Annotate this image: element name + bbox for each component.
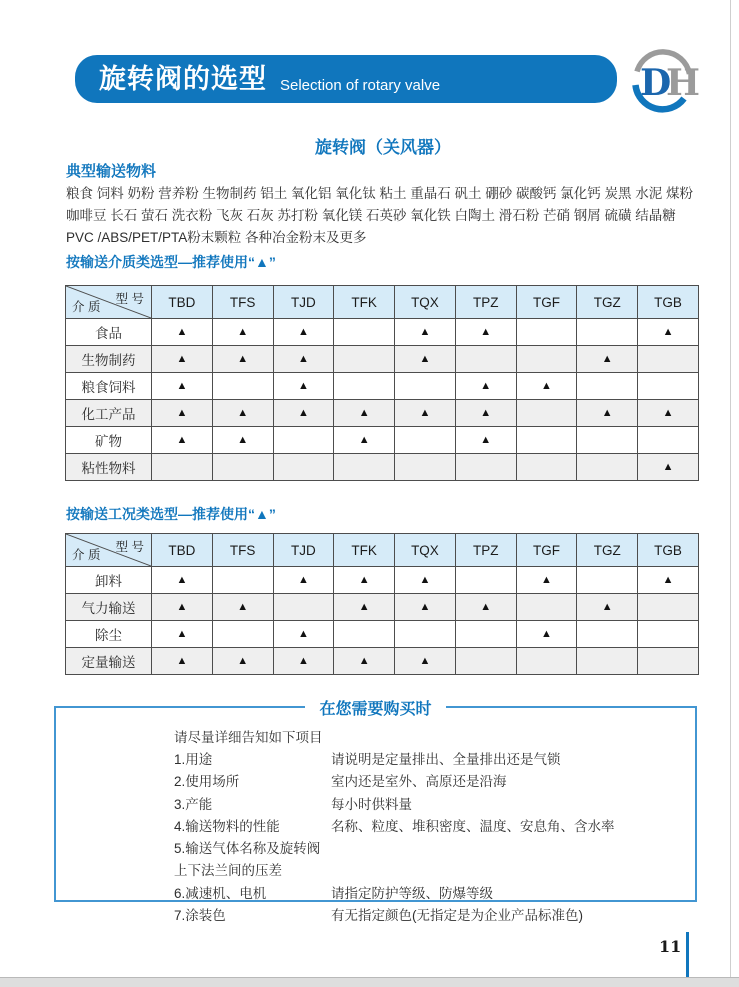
page-number-rule xyxy=(686,932,689,977)
purchase-item-desc: 名称、粒度、堆积密度、温度、安息角、含水率 xyxy=(331,818,615,834)
row-label: 卸料 xyxy=(66,567,152,594)
empty-cell xyxy=(516,594,577,621)
recommended-mark: ▲ xyxy=(273,319,334,346)
empty-cell xyxy=(395,454,456,481)
recommended-mark: ▲ xyxy=(273,346,334,373)
empty-cell xyxy=(334,454,395,481)
empty-cell xyxy=(577,454,638,481)
page-banner xyxy=(75,55,617,103)
empty-cell xyxy=(395,621,456,648)
table-row xyxy=(66,373,699,400)
recommended-mark: ▲ xyxy=(212,400,273,427)
column-header-tgf: TGF xyxy=(516,534,577,567)
empty-cell xyxy=(577,373,638,400)
empty-cell xyxy=(334,621,395,648)
recommended-mark: ▲ xyxy=(516,567,577,594)
empty-cell xyxy=(455,621,516,648)
purchase-items xyxy=(174,749,683,927)
purchase-item xyxy=(174,905,683,927)
purchase-box-title-wrap xyxy=(56,696,695,719)
column-header-tgf: TGF xyxy=(516,286,577,319)
recommended-mark: ▲ xyxy=(638,400,699,427)
table-header-row xyxy=(66,534,699,567)
purchase-item-desc: 每小时供料量 xyxy=(331,796,412,812)
empty-cell xyxy=(212,567,273,594)
purchase-item-desc: 请说明是定量排出、全量排出还是气锁 xyxy=(331,752,561,767)
column-header-tpz: TPZ xyxy=(455,286,516,319)
purchase-info-box xyxy=(54,701,697,924)
recommended-mark: ▲ xyxy=(577,594,638,621)
empty-cell xyxy=(395,427,456,454)
column-header-tfk: TFK xyxy=(334,286,395,319)
column-header-tjd: TJD xyxy=(273,286,334,319)
corner-label-medium: 介 质 xyxy=(72,548,101,562)
recommended-mark: ▲ xyxy=(152,427,213,454)
recommended-mark: ▲ xyxy=(273,400,334,427)
empty-cell xyxy=(455,567,516,594)
recommended-mark: ▲ xyxy=(152,621,213,648)
row-label: 除尘 xyxy=(66,621,152,648)
recommended-mark: ▲ xyxy=(516,621,577,648)
empty-cell xyxy=(516,454,577,481)
recommended-mark: ▲ xyxy=(152,648,213,675)
recommended-mark: ▲ xyxy=(395,648,456,675)
column-header-tbd: TBD xyxy=(152,286,213,319)
recommended-mark: ▲ xyxy=(334,648,395,675)
empty-cell xyxy=(273,594,334,621)
purchase-item xyxy=(174,771,683,793)
column-header-tfs: TFS xyxy=(212,534,273,567)
column-header-tqx: TQX xyxy=(395,534,456,567)
table-row xyxy=(66,648,699,675)
row-label: 生物制药 xyxy=(66,346,152,373)
purchase-item xyxy=(174,749,683,771)
recommended-mark: ▲ xyxy=(577,346,638,373)
condition-selection-table-host xyxy=(65,533,699,675)
purchase-item-label: 7.涂装色 xyxy=(174,908,226,924)
purchase-item-desc: 有无指定颜色(无指定是为企业产品标准色) xyxy=(331,908,583,924)
empty-cell xyxy=(455,454,516,481)
corner-label-medium: 介 质 xyxy=(72,300,101,314)
recommended-mark: ▲ xyxy=(455,400,516,427)
empty-cell xyxy=(395,373,456,400)
table-corner-cell xyxy=(66,534,152,567)
column-header-tgb: TGB xyxy=(638,534,699,567)
column-header-tpz: TPZ xyxy=(455,534,516,567)
purchase-item-label: 3.产能 xyxy=(174,796,213,812)
recommended-mark: ▲ xyxy=(638,319,699,346)
purchase-item-desc: 室内还是室外、高原还是沿海 xyxy=(331,774,507,790)
recommended-mark: ▲ xyxy=(273,373,334,400)
empty-cell xyxy=(516,427,577,454)
purchase-item-label: 5.输送气体名称及旋转阀上下法兰间的压差 xyxy=(174,841,321,879)
table-heading-condition: 按输送工况类选型—推荐使用“▲” xyxy=(66,506,276,522)
row-label: 气力输送 xyxy=(66,594,152,621)
column-header-tgz: TGZ xyxy=(577,534,638,567)
purchase-item-label: 2.使用场所 xyxy=(174,774,240,790)
recommended-mark: ▲ xyxy=(212,319,273,346)
empty-cell xyxy=(577,567,638,594)
banner-title-zh: 旋转阀的选型 xyxy=(99,63,267,94)
purchase-item-label: 4.输送物料的性能 xyxy=(174,818,280,834)
page-number: 11 xyxy=(659,937,682,956)
recommended-mark: ▲ xyxy=(395,400,456,427)
column-header-tgb: TGB xyxy=(638,286,699,319)
recommended-mark: ▲ xyxy=(334,594,395,621)
row-label: 化工产品 xyxy=(66,400,152,427)
recommended-mark: ▲ xyxy=(395,567,456,594)
table-row xyxy=(66,621,699,648)
selection-table xyxy=(65,285,699,481)
column-header-tfs: TFS xyxy=(212,286,273,319)
empty-cell xyxy=(212,621,273,648)
banner-title-en: Selection of rotary valve xyxy=(280,76,441,94)
purchase-item xyxy=(174,838,683,883)
dh-logo xyxy=(626,47,706,115)
table-heading-media: 按输送介质类选型—推荐使用“▲” xyxy=(66,254,276,270)
purchase-intro: 请尽量详细告知如下项目 xyxy=(174,730,323,745)
recommended-mark: ▲ xyxy=(152,346,213,373)
purchase-item-label: 1.用途 xyxy=(174,752,213,767)
recommended-mark: ▲ xyxy=(273,567,334,594)
recommended-mark: ▲ xyxy=(638,454,699,481)
recommended-mark: ▲ xyxy=(273,648,334,675)
table-corner-cell xyxy=(66,286,152,319)
doc-title: 旋转阀（关风器） xyxy=(315,138,451,157)
recommended-mark: ▲ xyxy=(395,594,456,621)
right-page-edge xyxy=(730,0,731,977)
recommended-mark: ▲ xyxy=(455,427,516,454)
row-label: 粘性物料 xyxy=(66,454,152,481)
empty-cell xyxy=(334,373,395,400)
empty-cell xyxy=(516,346,577,373)
media-selection-table-host xyxy=(65,285,699,481)
recommended-mark: ▲ xyxy=(212,648,273,675)
recommended-mark: ▲ xyxy=(455,319,516,346)
purchase-item-label: 6.减速机、电机 xyxy=(174,885,267,901)
empty-cell xyxy=(638,594,699,621)
table-row xyxy=(66,454,699,481)
table-row xyxy=(66,567,699,594)
empty-cell xyxy=(516,400,577,427)
recommended-mark: ▲ xyxy=(334,567,395,594)
row-label: 矿物 xyxy=(66,427,152,454)
empty-cell xyxy=(638,648,699,675)
purchase-box-title: 在您需要购买时 xyxy=(305,696,445,719)
row-label: 食品 xyxy=(66,319,152,346)
recommended-mark: ▲ xyxy=(152,400,213,427)
recommended-mark: ▲ xyxy=(638,567,699,594)
recommended-mark: ▲ xyxy=(152,567,213,594)
recommended-mark: ▲ xyxy=(273,621,334,648)
empty-cell xyxy=(516,648,577,675)
empty-cell xyxy=(152,454,213,481)
empty-cell xyxy=(577,648,638,675)
recommended-mark: ▲ xyxy=(577,400,638,427)
column-header-tfk: TFK xyxy=(334,534,395,567)
empty-cell xyxy=(577,621,638,648)
materials-heading: 典型输送物料 xyxy=(66,163,157,180)
purchase-item-desc: 请指定防护等级、防爆等级 xyxy=(331,885,493,901)
empty-cell xyxy=(455,648,516,675)
recommended-mark: ▲ xyxy=(152,373,213,400)
recommended-mark: ▲ xyxy=(516,373,577,400)
row-label: 粮食饲料 xyxy=(66,373,152,400)
empty-cell xyxy=(212,454,273,481)
logo-letter-h: H xyxy=(666,62,701,104)
empty-cell xyxy=(638,346,699,373)
table-row xyxy=(66,594,699,621)
column-header-tgz: TGZ xyxy=(577,286,638,319)
empty-cell xyxy=(577,427,638,454)
purchase-item-desc xyxy=(331,838,683,883)
empty-cell xyxy=(273,427,334,454)
recommended-mark: ▲ xyxy=(152,594,213,621)
materials-text: 粮食 饲料 奶粉 营养粉 生物制药 铝土 氧化铝 氧化钛 粘土 重晶石 矾土 硼砂 碳酸钙 氯化钙 炭黑 水泥 煤粉 咖啡豆 长石 萤石 洗衣粉 飞灰 石灰 苏打粉 氧化镁 石英砂 氧化铁 白陶土 滑石粉 芒硝 钢屑 硫磺 结晶糖 PVC /ABS/PET/PTA粉末颗粒 各种冶金粉末及更多 xyxy=(66,186,694,245)
recommended-mark: ▲ xyxy=(395,346,456,373)
recommended-mark: ▲ xyxy=(395,319,456,346)
purchase-item xyxy=(174,883,683,905)
empty-cell xyxy=(638,427,699,454)
column-header-tjd: TJD xyxy=(273,534,334,567)
recommended-mark: ▲ xyxy=(334,400,395,427)
recommended-mark: ▲ xyxy=(212,346,273,373)
table-row xyxy=(66,319,699,346)
bottom-page-edge xyxy=(0,977,739,987)
recommended-mark: ▲ xyxy=(212,594,273,621)
row-label: 定量输送 xyxy=(66,648,152,675)
table-header-row xyxy=(66,286,699,319)
recommended-mark: ▲ xyxy=(212,427,273,454)
corner-label-model: 型 号 xyxy=(115,540,144,554)
empty-cell xyxy=(273,454,334,481)
selection-table xyxy=(65,533,699,675)
purchase-box-content xyxy=(56,719,695,927)
empty-cell xyxy=(334,319,395,346)
recommended-mark: ▲ xyxy=(455,594,516,621)
corner-label-model: 型 号 xyxy=(115,292,144,306)
table-row xyxy=(66,400,699,427)
purchase-item xyxy=(174,794,683,816)
empty-cell xyxy=(577,319,638,346)
recommended-mark: ▲ xyxy=(334,427,395,454)
purchase-item xyxy=(174,816,683,838)
empty-cell xyxy=(334,346,395,373)
empty-cell xyxy=(638,373,699,400)
table-row xyxy=(66,427,699,454)
logo-letter-d: D xyxy=(640,62,672,104)
recommended-mark: ▲ xyxy=(455,373,516,400)
empty-cell xyxy=(455,346,516,373)
empty-cell xyxy=(212,373,273,400)
column-header-tbd: TBD xyxy=(152,534,213,567)
empty-cell xyxy=(638,621,699,648)
column-header-tqx: TQX xyxy=(395,286,456,319)
table-row xyxy=(66,346,699,373)
empty-cell xyxy=(516,319,577,346)
recommended-mark: ▲ xyxy=(152,319,213,346)
